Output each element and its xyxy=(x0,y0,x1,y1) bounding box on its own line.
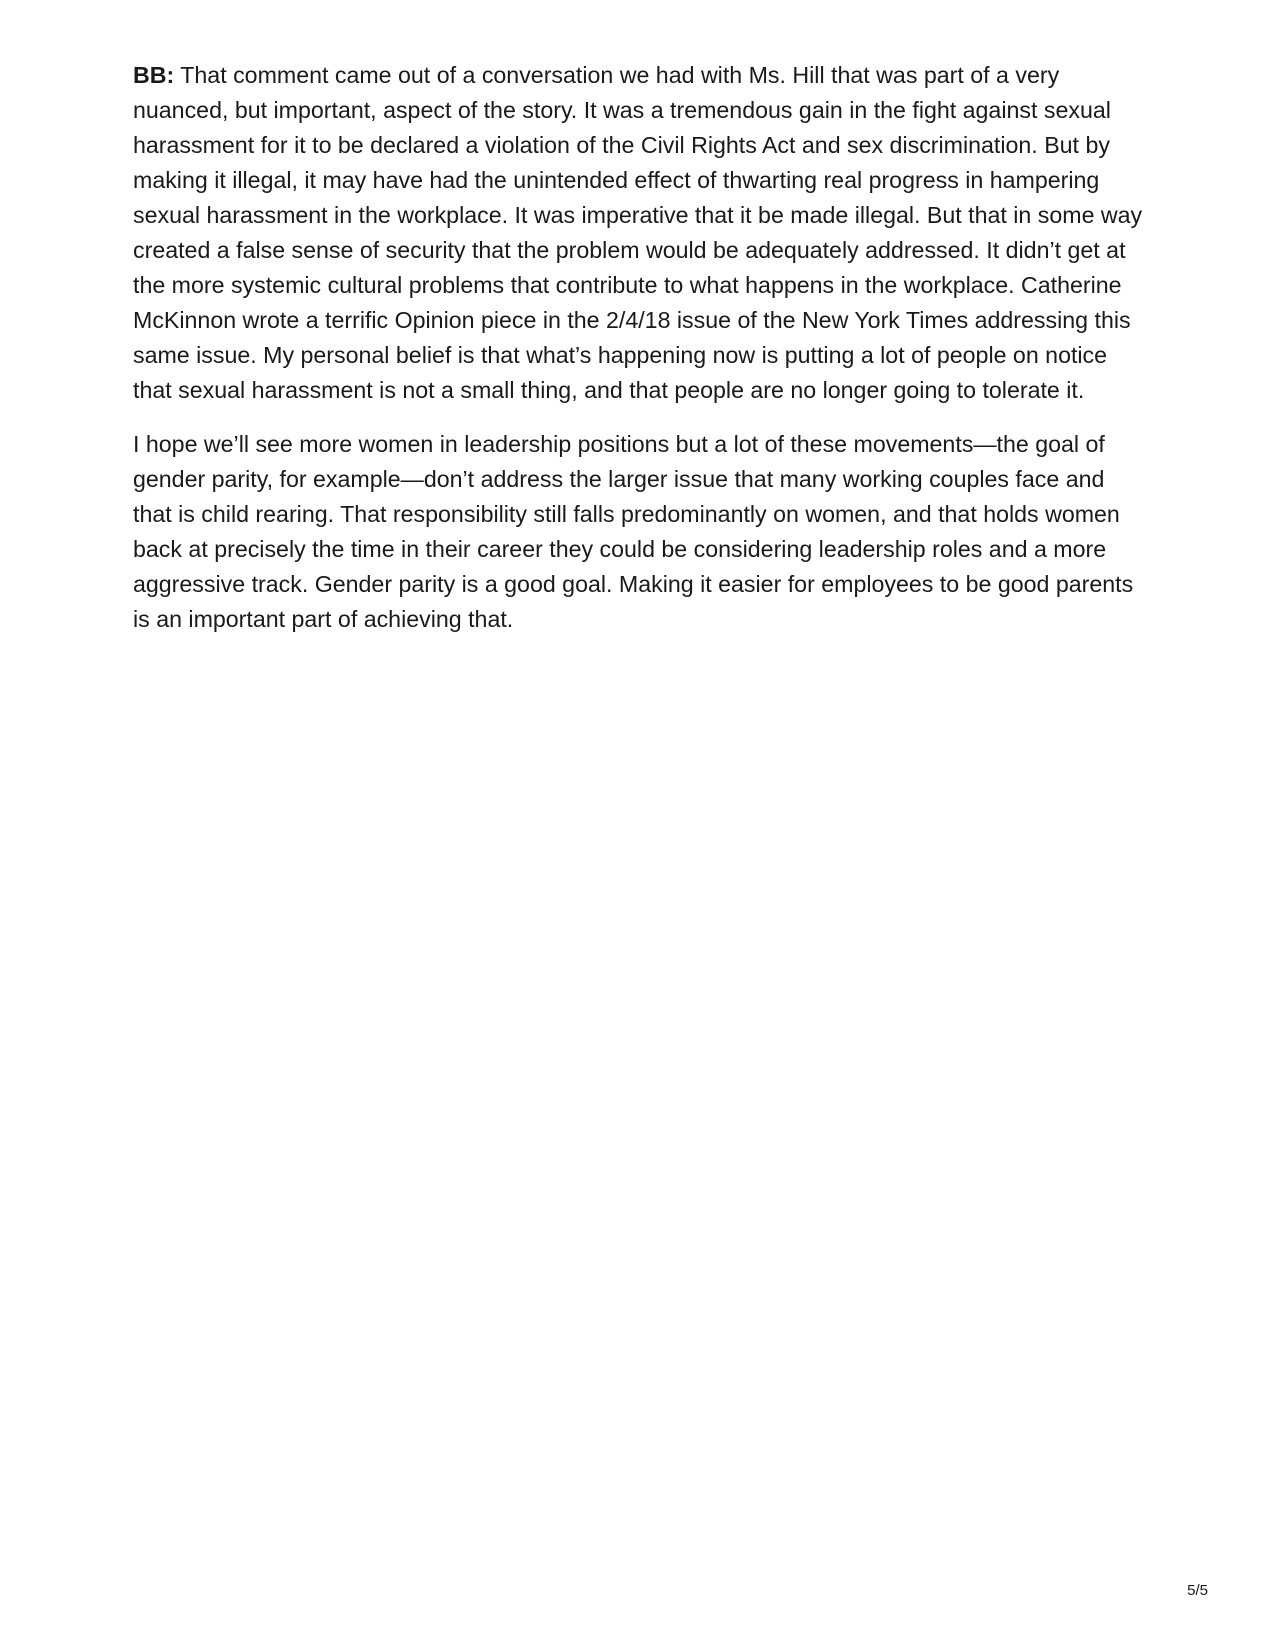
speaker-label: BB: xyxy=(133,62,175,88)
paragraph-leadership xyxy=(133,427,1143,637)
paragraph-text: I hope we’ll see more women in leadership positions but a lot of these movements—the goal of gender parity, for example—don’t address the larger issue that many working couples face and that is child rearing. That responsibility still falls predominantly on women, and that holds women back at precisely the time in their career they could be considering leadership roles and a more aggressive track. Gender parity is a good goal. Making it easier for employees to be good parents is an important part of achieving that. xyxy=(133,431,1134,632)
article-body xyxy=(133,58,1143,656)
paragraph-text: That comment came out of a conversation we had with Ms. Hill that was part of a very nuanced, but important, aspect of the story. It was a tremendous gain in the fight against sexual harassment for it to be declared a violation of the Civil Rights Act and sex discrimination. But by making it illegal, it may have had the unintended effect of thwarting real progress in hampering sexual harassment in the workplace. It was imperative that it be made illegal. But that in some way created a false sense of security that the problem would be adequately addressed. It didn’t get at the more systemic cultural problems that contribute to what happens in the workplace. Catherine McKinnon wrote a terrific Opinion piece in the 2/4/18 issue of the New York Times addressing this same issue. My personal belief is that what’s happening now is putting a lot of people on notice that sexual harassment is not a small thing, and that people are no longer going to tolerate it. xyxy=(133,62,1143,403)
paragraph-bb-answer xyxy=(133,58,1143,408)
page-number: 5/5 xyxy=(1187,1582,1208,1599)
